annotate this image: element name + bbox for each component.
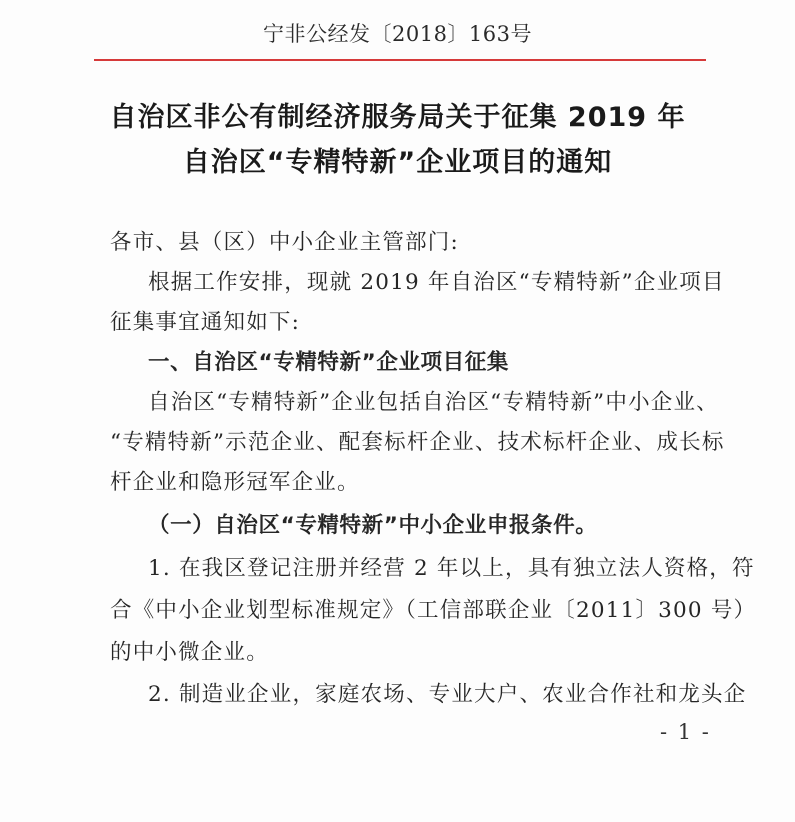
document-title-line-1: 自治区非公有制经济服务局关于征集 2019 年 bbox=[109, 102, 686, 133]
salutation: 各市、县（区）中小企业主管部门: bbox=[110, 230, 459, 255]
red-header-rule bbox=[94, 59, 706, 61]
item-2-line-1: 2. 制造业企业，家庭农场、专业大户、农业合作社和龙头企 bbox=[148, 682, 747, 707]
document-title-line-2: 自治区“专精特新”企业项目的通知 bbox=[182, 147, 613, 178]
section-1-heading: 一、自治区“专精特新”企业项目征集 bbox=[148, 350, 509, 375]
item-1-line-3: 的中小微企业。 bbox=[110, 640, 269, 665]
section-1-paragraph-line-2: “专精特新”示范企业、配套标杆企业、技术标杆企业、成长标 bbox=[110, 430, 725, 455]
item-1-line-2: 合《中小企业划型标准规定》（工信部联企业〔2011〕300 号） bbox=[110, 598, 757, 623]
intro-line-1: 根据工作安排，现就 2019 年自治区“专精特新”企业项目 bbox=[148, 270, 725, 295]
item-1-line-1: 1. 在我区登记注册并经营 2 年以上，具有独立法人资格，符 bbox=[148, 556, 755, 581]
intro-line-2: 征集事宜通知如下: bbox=[110, 310, 301, 335]
section-1-paragraph-line-3: 杆企业和隐形冠军企业。 bbox=[110, 470, 360, 495]
subsection-1-heading: （一）自治区“专精特新”中小企业申报条件。 bbox=[148, 513, 598, 538]
document-number: 宁非公经发〔2018〕163号 bbox=[262, 22, 533, 46]
section-1-paragraph-line-1: 自治区“专精特新”企业包括自治区“专精特新”中小企业、 bbox=[148, 390, 719, 415]
page-number: - 1 - bbox=[660, 720, 711, 744]
